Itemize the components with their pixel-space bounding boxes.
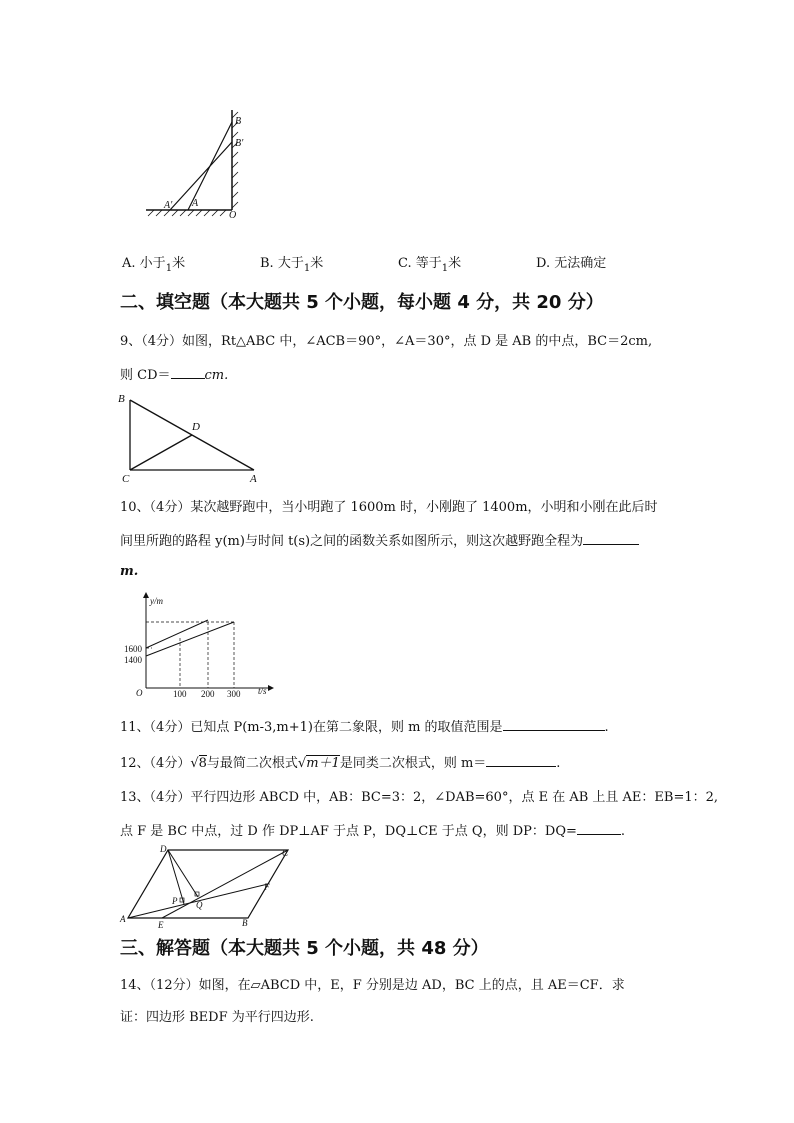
option-c: C. 等于$_1$米 bbox=[398, 256, 462, 274]
graph-origin: O bbox=[136, 688, 143, 698]
parallelogram-figure bbox=[118, 842, 298, 930]
graph-x200: 200 bbox=[201, 689, 215, 698]
q14-line2: 证：四边形 BEDF 为平行四边形. bbox=[120, 1010, 314, 1025]
sqrt-m-plus-1: √m＋1 bbox=[297, 756, 340, 771]
graph-ylabel: y/m bbox=[150, 596, 163, 606]
tri-label-c: C bbox=[122, 473, 130, 484]
q10-line3: m. bbox=[120, 564, 139, 579]
label-b-prime: B' bbox=[235, 138, 244, 149]
label-b: B bbox=[235, 116, 242, 127]
para-label-c: C bbox=[282, 848, 289, 858]
q11-line: 11、（4分）已知点 P(m-3,m+1)在第二象限，则 m 的取值范围是 . bbox=[120, 720, 609, 735]
q12-line: 12、（4分）√8与最简二次根式√m＋1是同类二次根式，则 m＝ . bbox=[120, 756, 561, 771]
tri-label-b: B bbox=[118, 393, 125, 405]
q9-line2: 则 CD＝ cm. bbox=[120, 368, 229, 383]
q13-line1: 13、（4分）平行四边形 ABCD 中，AB：BC=3：2，∠DAB=60°，点 E 在 AB 上且 AE：EB=1：2, bbox=[120, 790, 719, 805]
q10-line1: 10、（4分）某次越野跑中，当小明跑了 1600m 时，小刚跑了 1400m，小明和小刚在此后时 bbox=[120, 500, 658, 515]
para-label-q: Q bbox=[196, 900, 203, 910]
q12-answer-blank[interactable] bbox=[486, 754, 556, 767]
distance-time-graph bbox=[118, 590, 278, 698]
q9-answer-blank[interactable] bbox=[171, 366, 205, 379]
graph-y1600: 1600 bbox=[124, 644, 142, 654]
triangle-abc-figure bbox=[116, 390, 266, 484]
label-a-prime: A' bbox=[164, 200, 173, 211]
graph-y1400: 1400 bbox=[124, 655, 142, 665]
para-label-e: E bbox=[158, 920, 164, 930]
sqrt-8: √8 bbox=[190, 756, 207, 771]
q11-answer-blank[interactable] bbox=[503, 718, 605, 731]
para-label-f: F bbox=[264, 882, 270, 892]
q9-line1: 9、（4分）如图，Rt△ABC 中，∠ACB＝90°，∠A＝30°，点 D 是 AB 的中点，BC＝2cm, bbox=[120, 334, 653, 349]
q13-line2: 点 F 是 BC 中点，过 D 作 DP⊥AF 于点 P，DQ⊥CE 于点 Q，则 DP：DQ= . bbox=[120, 824, 626, 839]
option-b: B. 大于$_1$米 bbox=[260, 256, 324, 274]
section-2-heading: 二、填空题（本大题共 5 个小题，每小题 4 分，共 20 分） bbox=[120, 292, 604, 313]
graph-x100: 100 bbox=[173, 689, 187, 698]
q10-answer-blank[interactable] bbox=[583, 532, 639, 545]
label-a: A bbox=[192, 198, 199, 209]
section-3-heading: 三、解答题（本大题共 5 个小题，共 48 分） bbox=[120, 938, 489, 959]
q13-answer-blank[interactable] bbox=[577, 822, 621, 835]
option-d: D. 无法确定 bbox=[536, 256, 607, 271]
label-o: O bbox=[229, 210, 237, 220]
ladder-figure bbox=[140, 108, 260, 220]
q10-line2: 间里所跑的路程 y(m)与时间 t(s)之间的函数关系如图所示，则这次越野跑全程为 bbox=[120, 532, 639, 550]
tri-label-d: D bbox=[192, 421, 200, 433]
para-label-d: D bbox=[160, 844, 167, 854]
q14-line1: 14、（12分）如图，在▱ABCD 中，E，F 分别是边 AD，BC 上的点，且 AE＝CF．求 bbox=[120, 978, 625, 993]
graph-x300: 300 bbox=[227, 689, 241, 698]
tri-label-a: A bbox=[250, 473, 257, 484]
para-label-a: A bbox=[120, 914, 126, 924]
option-a: A. 小于$_1$米 bbox=[122, 256, 186, 274]
para-label-b: B bbox=[242, 918, 248, 928]
graph-xlabel: t/s bbox=[258, 686, 267, 696]
para-label-p: P bbox=[172, 896, 178, 906]
